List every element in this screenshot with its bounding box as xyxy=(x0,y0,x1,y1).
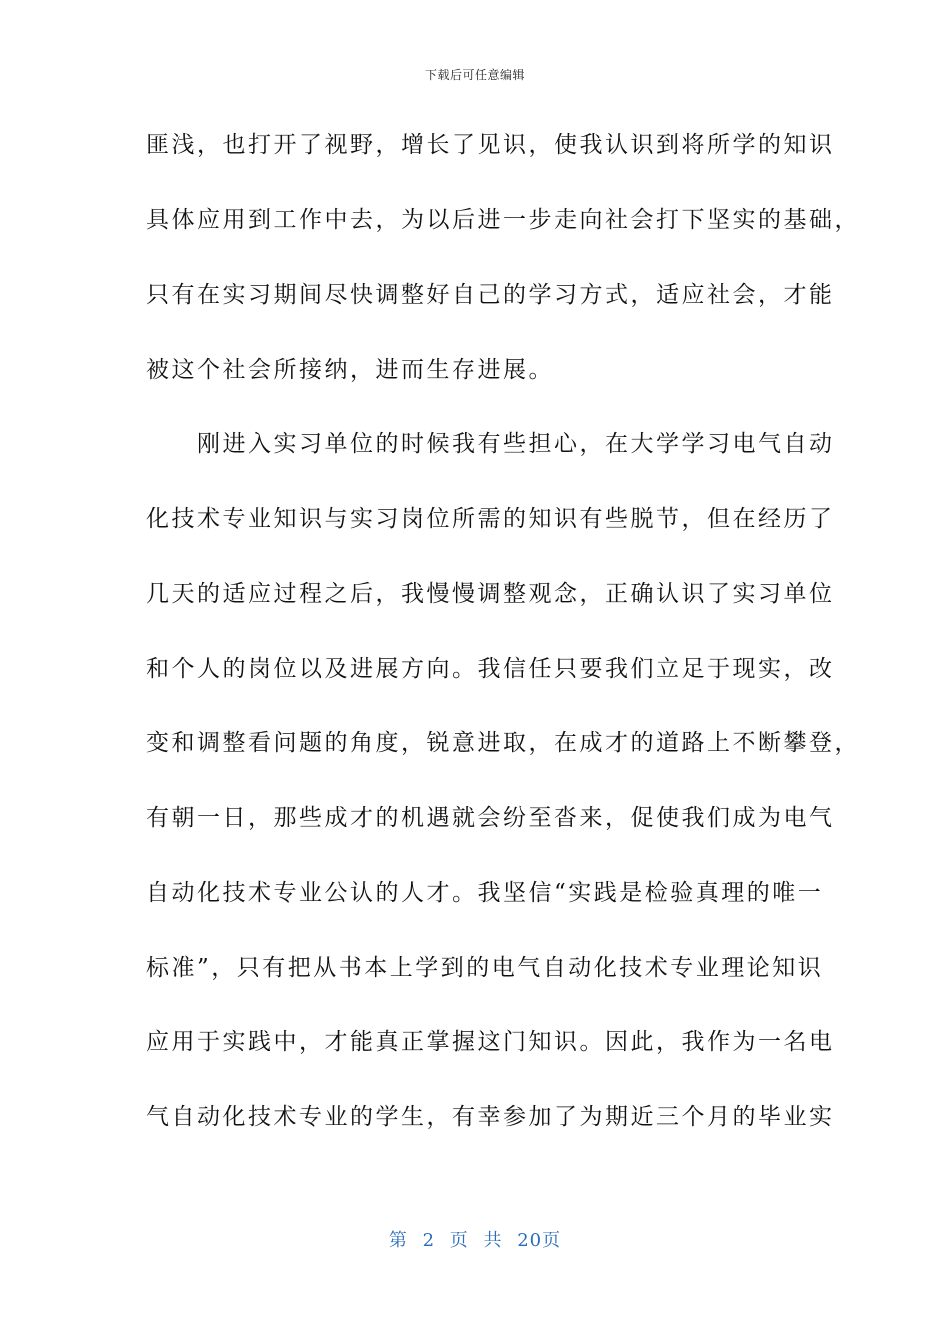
footer-total-pages: 20页 xyxy=(517,1230,562,1251)
text-line: 标准”，只有把从书本上学到的电气自动化技术专业理论知识 xyxy=(146,955,824,981)
text-line: 刚进入实习单位的时候我有些担心，在大学学习电气自动 xyxy=(146,431,835,457)
text-line: 被这个社会所接纳，进而生存进展。 xyxy=(146,357,554,383)
text-line: 匪浅，也打开了视野，增长了见识，使我认识到将所学的知识 xyxy=(146,132,835,158)
footer-page-label: 页 xyxy=(449,1230,469,1251)
page-footer xyxy=(0,1226,950,1252)
page-header: 下载后可任意编辑 xyxy=(424,68,525,82)
text-line: 自动化技术专业公认的人才。我坚信“实践是检验真理的唯一 xyxy=(146,880,824,906)
footer-prefix: 第 xyxy=(388,1230,408,1251)
text-line: 应用于实践中，才能真正掌握这门知识。因此，我作为一名电 xyxy=(146,1029,835,1055)
text-line: 变和调整看问题的角度，锐意进取，在成才的道路上不断攀登， xyxy=(146,730,860,756)
text-line: 只有在实习期间尽快调整好自己的学习方式，适应社会，才能 xyxy=(146,282,835,308)
text-line: 和个人的岗位以及进展方向。我信任只要我们立足于现实，改 xyxy=(146,656,835,682)
text-line: 具体应用到工作中去，为以后进一步走向社会打下坚实的基础， xyxy=(146,207,860,233)
text-line: 气自动化技术专业的学生，有幸参加了为期近三个月的毕业实 xyxy=(146,1104,835,1130)
footer-current-page: 2 xyxy=(422,1230,436,1251)
text-line: 化技术专业知识与实习岗位所需的知识有些脱节，但在经历了 xyxy=(146,506,835,532)
text-line: 几天的适应过程之后，我慢慢调整观念，正确认识了实习单位 xyxy=(146,581,835,607)
text-line: 有朝一日，那些成才的机遇就会纷至沓来，促使我们成为电气 xyxy=(146,805,835,831)
footer-total-label: 共 xyxy=(483,1230,503,1251)
